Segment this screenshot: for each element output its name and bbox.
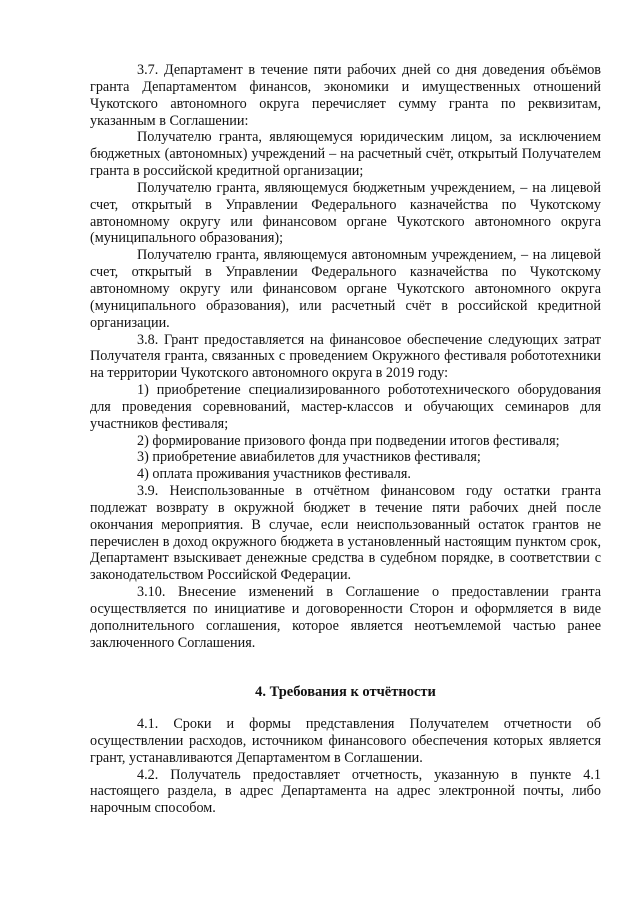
section-4-body	[90, 716, 601, 817]
paragraph-4-2: 4.2. Получатель предоставляет отчетность, указанную в пункте 4.1 настоящего раздела, в адрес Департамента на адрес электронной почты, либо нарочным способом.	[90, 766, 601, 817]
paragraph-recipient-legal-entity: Получателю гранта, являющемуся юридическим лицом, за исключением бюджетных (автономных) учреждений – на расчетный счёт, открытый Получателем гранта в российской кредитной организации;	[90, 129, 601, 180]
paragraph-recipient-budget-institution: Получателю гранта, являющемуся бюджетным учреждением, – на лицевой счет, открытый в Управлении Федерального казначейства по Чукотскому автономному округу или финансовом органе Чукотского автономного округа (муниципального образования);	[90, 179, 601, 247]
paragraph-3-7: 3.7. Департамент в течение пяти рабочих дней со дня доведения объёмов гранта Департаментом финансов, экономики и имущественных отношений Чукотского автономного округа перечисляет сумму гранта по реквизитам, указанным в Соглашении:	[90, 62, 601, 129]
list-item-air-tickets: 3) приобретение авиабилетов для участников фестиваля;	[137, 449, 481, 466]
paragraph-3-8: 3.8. Грант предоставляется на финансовое обеспечение следующих затрат Получателя гранта, связанных с проведением Окружного фестиваля робототехники на территории Чукотского автономного округа в 2019 году:	[90, 331, 601, 382]
paragraph-4-1: 4.1. Сроки и формы представления Получателем отчетности об осуществлении расходов, источником финансового обеспечения которых является грант, устанавливаются Департаментом в Соглашении.	[90, 716, 601, 766]
list-item-prize-fund: 2) формирование призового фонда при подведении итогов фестиваля;	[137, 432, 560, 449]
paragraph-3-9: 3.9. Неиспользованные в отчётном финансовом году остатки гранта подлежат возврату в окружной бюджет в течение пяти рабочих дней после окончания мероприятия. В случае, если неиспользованный остаток грантов не перечислен в доход окружного бюджета в установленный настоящим пунктом срок, Департамент взыскивает денежные средства в судебном порядке, в соответствии с законодательством Российской Федерации.	[90, 483, 601, 584]
list-item-accommodation: 4) оплата проживания участников фестиваля.	[137, 466, 411, 483]
section-4-heading: 4. Требования к отчётности	[255, 684, 436, 700]
list-item-equipment: 1) приобретение специализированного робототехнического оборудования для проведения соревнований, мастер-классов и обучающих семинаров для участников фестиваля;	[90, 382, 601, 432]
section-3-body	[90, 62, 601, 652]
paragraph-recipient-autonomous-institution: Получателю гранта, являющемуся автономным учреждением, – на лицевой счет, открытый в Управлении Федерального казначейства по Чукотскому автономному округу или финансовом органе Чукотского автономного округа (муниципального образования), или расчетный счёт в российской кредитной организации.	[90, 247, 601, 331]
paragraph-3-10: 3.10. Внесение изменений в Соглашение о предоставлении гранта осуществляется по инициативе и договоренности Сторон и оформляется в виде дополнительного соглашения, которое является неотъемлемой частью ранее заключенного Соглашения.	[90, 584, 601, 651]
